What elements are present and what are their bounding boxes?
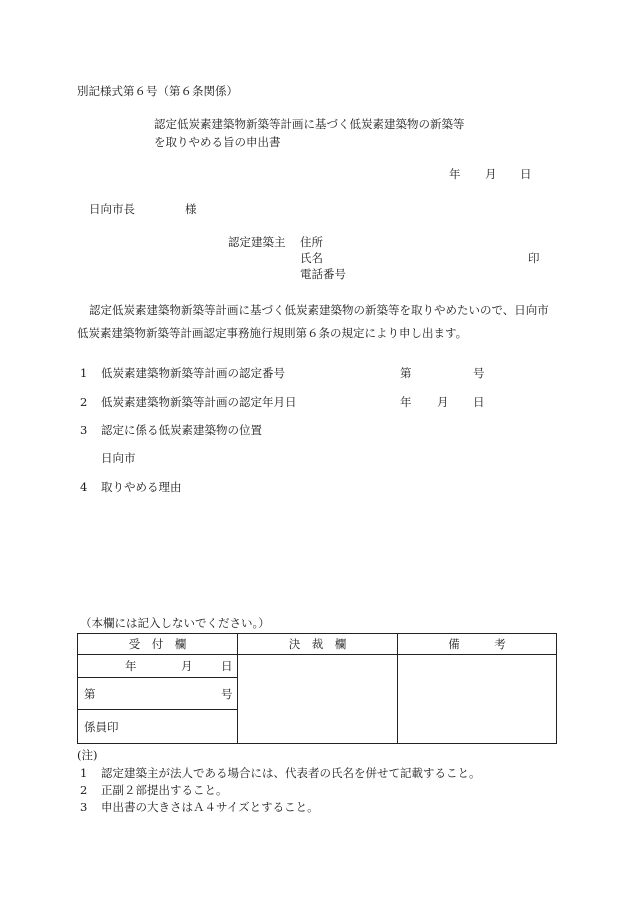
applicant-address-label: 住所 <box>300 235 323 249</box>
approval-column-header: 決 裁 欄 <box>238 634 398 655</box>
applicant-role: 認定建築主 <box>228 235 286 249</box>
reception-column-header: 受 付 欄 <box>78 634 238 655</box>
note-1-text: 認定建築主が法人である場合には、代表者の氏名を併せて記載すること。 <box>101 766 481 780</box>
reception-year: 年 <box>125 659 137 673</box>
item-1-number: 1 <box>80 366 88 380</box>
reception-number-prefix: 第 <box>84 686 96 701</box>
reception-table <box>77 633 557 744</box>
addressee-name: 日向市長 <box>89 202 135 216</box>
note-1-number: 1 <box>80 766 88 780</box>
applicant-seal: 印 <box>528 251 540 265</box>
item-3-label: 認定に係る低炭素建築物の位置 <box>101 423 262 437</box>
reception-number-cell <box>78 678 238 710</box>
applicant-phone-label: 電話番号 <box>300 267 346 281</box>
form-number: 別記様式第６号（第６条関係） <box>77 84 238 98</box>
remarks-column-header: 備 考 <box>398 634 557 655</box>
item-1-label: 低炭素建築物新築等計画の認定番号 <box>101 366 285 380</box>
title-line-1: 認定低炭素建築物新築等計画に基づく低炭素建築物の新築等 <box>154 117 465 131</box>
reception-month: 月 <box>181 659 193 673</box>
note-3-number: 3 <box>80 800 88 814</box>
item-2-number: 2 <box>80 395 88 409</box>
item-3-number: 3 <box>80 423 88 437</box>
note-2-number: 2 <box>80 783 88 797</box>
staff-seal-cell: 係員印 <box>78 710 238 744</box>
date-month: 月 <box>485 167 497 181</box>
date-day: 日 <box>520 167 532 181</box>
body-text: 認定低炭素建築物新築等計画に基づく低炭素建築物の新築等を取りやめたいので、日向市低炭素建築物新築等計画認定事務施行規則第６条の規定により申し出ます。 <box>77 303 549 340</box>
reception-date-cell <box>78 655 238 678</box>
item-2-label: 低炭素建築物新築等計画の認定年月日 <box>101 395 297 409</box>
remarks-cell <box>398 655 557 744</box>
reception-day: 日 <box>221 659 233 673</box>
office-use-note: （本欄には記入しないでください。） <box>80 616 270 630</box>
approval-cell <box>238 655 398 744</box>
item-4-label: 取りやめる理由 <box>101 480 182 494</box>
item-1-suffix: 号 <box>473 366 485 380</box>
note-2-text: 正副２部提出すること。 <box>101 783 228 797</box>
item-2-year: 年 <box>400 395 412 409</box>
date-year: 年 <box>449 167 461 181</box>
item-4-number: 4 <box>80 480 88 494</box>
reception-number-suffix: 号 <box>221 686 233 701</box>
note-3-text: 申出書の大きさはＡ４サイズとすること。 <box>101 800 319 814</box>
applicant-name-label: 氏名 <box>300 251 323 265</box>
title-line-2: を取りやめる旨の申出書 <box>154 135 281 149</box>
addressee-honorific: 様 <box>185 202 197 216</box>
item-1-prefix: 第 <box>400 366 412 380</box>
notes-heading: (注) <box>77 748 98 762</box>
item-2-month: 月 <box>437 395 449 409</box>
item-3-city: 日向市 <box>101 451 136 465</box>
item-2-day: 日 <box>473 395 485 409</box>
